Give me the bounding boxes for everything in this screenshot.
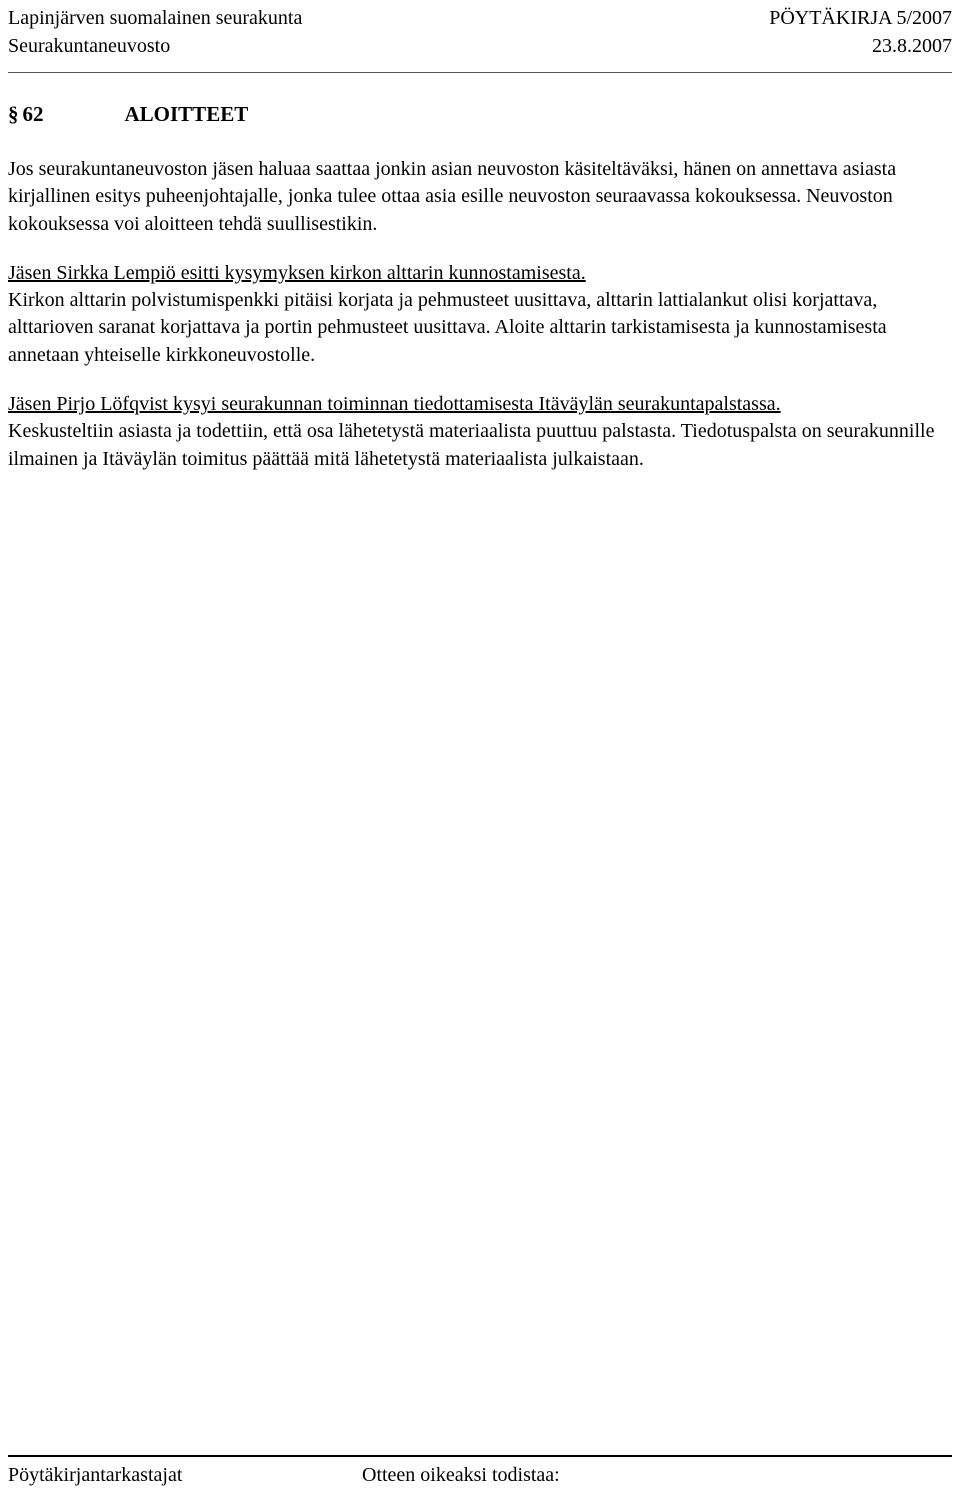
section-heading xyxy=(8,98,248,130)
minutes-content xyxy=(8,156,948,495)
header-organization: Lapinjärven suomalainen seurakunta xyxy=(8,7,303,29)
lempio-question-text: Jäsen Sirkka Lempiö esitti kysymyksen kirkon alttarin kunnostamisesta. xyxy=(8,261,586,284)
footer-certification-label: Otteen oikeaksi todistaa: xyxy=(362,1464,560,1486)
paragraph-procedure: Jos seurakuntaneuvoston jäsen haluaa saattaa jonkin asian neuvoston käsiteltäväksi, hänen on annettava asiasta kirjallinen esitys puheenjohtajalle, jonka tulee ottaa asia esille neuvoston seuraavassa kokouksessa. Neuvoston kokouksessa voi aloitteen tehdä suullisestikin. xyxy=(8,158,897,235)
section-symbol: § xyxy=(8,102,19,126)
paragraph-lempio-heading xyxy=(8,260,948,287)
section-title: ALOITTEET xyxy=(124,102,249,126)
lofqvist-question-text: Jäsen Pirjo Löfqvist kysyi seurakunnan toiminnan tiedottamisesta Itäväylän seurakuntapalstassa. xyxy=(8,393,781,416)
header-document-number: PÖYTÄKIRJA 5/2007 xyxy=(769,7,952,29)
paragraph-lofqvist-heading xyxy=(8,391,948,418)
page-header xyxy=(8,4,952,60)
header-divider xyxy=(8,72,952,73)
paragraph-lempio-body: Kirkon alttarin polvistumispenkki pitäisi korjata ja pehmusteet uusittava, alttarin lattialankut olisi korjattava, alttarioven saranat korjattava ja portin pehmusteet uusittava. Aloite alttarin tarkistamisesta ja kunnostamisesta annetaan yhteiselle kirkkoneuvostolle. xyxy=(8,289,887,366)
header-row-bottom xyxy=(8,32,952,60)
header-body-name: Seurakuntaneuvosto xyxy=(8,35,171,57)
section-number: 62 xyxy=(22,102,44,126)
page-footer xyxy=(8,1455,952,1493)
paragraph-lofqvist-body: Keskusteltiin asiasta ja todettiin, että osa lähetetystä materiaalista puuttuu palstasta. Tiedotuspalsta on seurakunnille ilmainen ja Itäväylän toimitus päättää mitä lähetetystä materiaalista julkaistaan. xyxy=(8,420,935,470)
footer-reviewers-label: Pöytäkirjantarkastajat xyxy=(8,1464,183,1486)
header-date: 23.8.2007 xyxy=(872,35,952,57)
header-row-top xyxy=(8,4,952,32)
